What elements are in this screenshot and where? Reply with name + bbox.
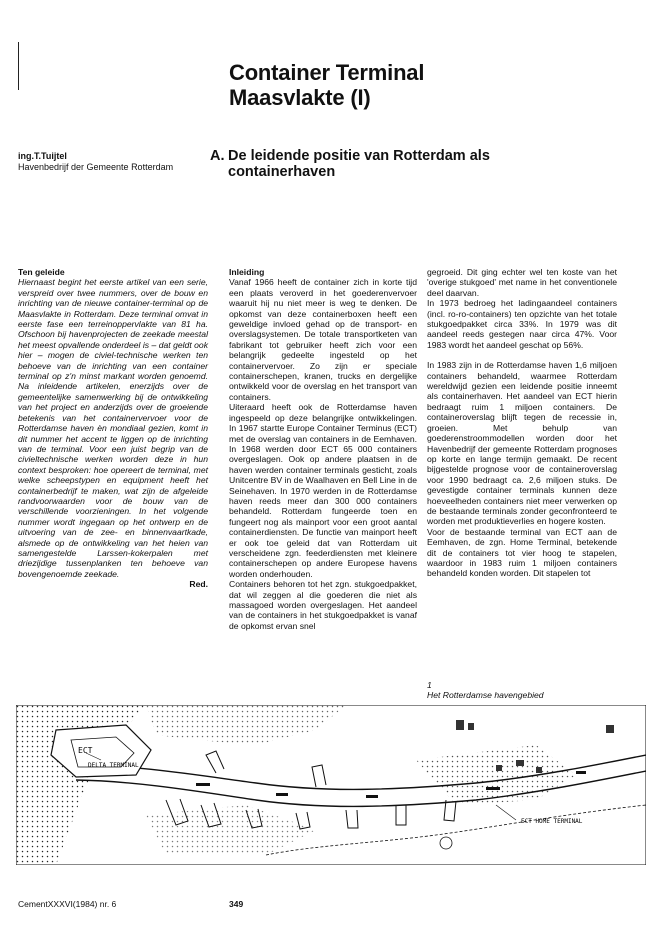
author-affiliation: Havenbedrijf der Gemeente Rotterdam <box>18 162 174 172</box>
section-line-2: containerhaven <box>228 164 336 180</box>
section-heading <box>210 148 610 180</box>
harbour-map <box>16 705 646 865</box>
col3-paragraph-4: Voor de bestaande terminal van ECT aan de Eemhaven, de zgn. Home Terminal, betekende dit de containers tot vier hoog te stapelen, waardoor in 1983 ruim 1 miljoen containers behandeld konden worden. Dit stapelen tot <box>427 526 617 579</box>
footer-journal: CementXXXVI(1984) nr. 6 <box>18 899 117 909</box>
inleiding-heading: Inleiding <box>229 267 265 277</box>
inleiding-paragraph-2: Uiteraard heeft ook de Rotterdamse haven ingespeeld op deze belangrijke ontwikkelingen. In 1967 startte Europe Container Terminus (ECT) met de overslag van containers in de Eemhaven. In 1968 werden door ECT 65 000 containers overgeslagen. Ook op andere plaatsen in de haven werden container terminals gesticht, zoals Unitcentre BV in de Waalhaven en Bell Line in de Seinehaven. In 1970 werden in de Rotterdamse haven reeds meer dan 300 000 containers behandeld. Rotterdam fungeerde toen en fungeert nog als mainport voor een groot aantal containerdiensten. De functie van mainport heeft er ook toe geleid dat van Rotterdam uit verscheidene zgn. feederdiensten met kleinere containerschepen op andere Europese havens worden onderhouden. <box>229 402 417 579</box>
title-line-2: Maasvlakte (I) <box>229 85 371 110</box>
label-delta-terminal: DELTA TERMINAL <box>88 762 139 769</box>
body-column-2 <box>229 267 417 631</box>
inleiding-paragraph-3: Containers behoren tot het zgn. stukgoedpakket, dat wil zeggen al die goederen die niet als massagoed worden overgeslagen. Het aandeel van de containers in het stukgoedpakket is vanaf de opkomst ervan snel <box>229 579 417 631</box>
section-number: A. <box>210 148 225 164</box>
margin-rule <box>18 42 19 90</box>
editorial-heading: Ten geleide <box>18 267 65 277</box>
author-name: ing.T.Tuijtel <box>18 151 67 161</box>
title-line-1: Container Terminal <box>229 60 425 85</box>
body-column-3 <box>427 267 617 579</box>
interchange <box>440 837 452 849</box>
land-north-dots <box>146 705 346 745</box>
col3-paragraph-1: gegroeid. Dit ging echter wel ten koste van het 'overige stukgoed' met name in het conventionele deel daarvan. <box>427 267 617 298</box>
editorial-column <box>18 267 208 590</box>
article-title <box>229 60 424 110</box>
footer-page-number: 349 <box>229 899 244 909</box>
section-line-1: De leidende positie van Rotterdam als <box>228 148 490 164</box>
figure-number: 1 <box>427 680 432 690</box>
inleiding-paragraph-1: Vanaf 1966 heeft de container zich in korte tijd een plaats veroverd in het goederenvervoer waaruit hij nu niet meer is weg te denken. De opkomst van deze containerboxen heeft een geweldige invloed gehad op de transport- en overslagsystemen. De totale transportketen van fabrikant tot gebruiker heeft zich voor een belangrijk gedeelte ingesteld op het containervervoer. Zo zijn er speciale containerschepen, kranen, trucks en dergelijke ontwikkeld voor de overslag en het transport van containers. <box>229 277 417 402</box>
editorial-text: Hiernaast begint het eerste artikel van een serie, verspreid over twee nummers, over de bouw en inrichting van de nieuwe container-terminal op de Maasvlakte in Rotterdam. Deze terminal omvat in eerste fase een terreinoppervlakte van 81 ha. Ofschoon bij havenprojecten de zeekade meestal het meest opvallende onderdeel is – dat geldt ook hier – mogen de civiel-technische werken ten behoeve van de inrichting van een container terminal op z'n minst markant worden genoemd. Na inleidende artikelen, enerzijds over de gemeentelijke samenwerking bij de ontwikkeling van het project en anderzijds over de groeiende betekenis van het containervervoer voor de Rotterdamse haven èn mondiaal gezien, komt in dit nummer het accent te liggen op de inrichting van de terminal. Voor een juist begrip van de civieltechnische werken worden deze in hun context besproken: hoe opereert de terminal, met welke scheepstypen en equipment heeft het containerbedrijf te maken, wat zijn de afgeleide randvoorwaarden voor de bouw van de verschillende voorzieningen. In het volgende nummer wordt ingegaan op het ontwerp en de uitvoering van de zee- en binnenvaartkade, alsmede op de ontwikkeling van het heien van samengestelde Larssen-kokerpalen met driezijdige tussenplanken ten behoeve van bovengenoemde zeekade. <box>18 277 208 579</box>
col3-paragraph-3: In 1983 zijn in de Rotterdamse haven 1,6 miljoen containers behandeld, waarmee Rotterdam wereldwijd gezien een leidende positie inneemt als containerhaven. Het aandeel van ECT hierin bedraagt ruim 1 miljoen containers. De containeroverslag blijft tegen de recessie in, groeien. Met behulp van goederenstroommodellen worden door het Havenbedrijf der gemeente Rotterdam prognoses op korte en lange termijn gemaakt. De recent bijgestelde prognose voor de containeroverslag voor 1990 bedraagt ca. 2,6 miljoen stuks. De gevestigde container terminals kunnen deze hoeveelheden containers niet meer verwerken op de bestaande terminals zonder geconfronteerd te worden met produktieverlies en hogere kosten. <box>427 360 617 527</box>
editorial-signature: Red. <box>189 579 208 590</box>
motorway-line <box>266 805 646 855</box>
city-dots <box>416 745 576 805</box>
figure-caption <box>427 680 544 701</box>
col3-paragraph-2: In 1973 bedroeg het ladingaandeel containers (incl. ro-ro-containers) ten opzichte van het totale stukgoedpakket circa 33%. In 1979 was dit aandeel reeds gestegen naar circa 47%. Voor 1983 wordt het aandeel geschat op 56%. <box>427 298 617 350</box>
author-block <box>18 151 173 173</box>
label-home-terminal: ECT HOME TERMINAL <box>521 818 583 825</box>
harbour-map-drawing <box>16 705 646 865</box>
label-ect: ECT <box>78 746 93 755</box>
figure-caption-text: Het Rotterdamse havengebied <box>427 690 544 701</box>
home-terminal-pointer <box>496 805 516 820</box>
